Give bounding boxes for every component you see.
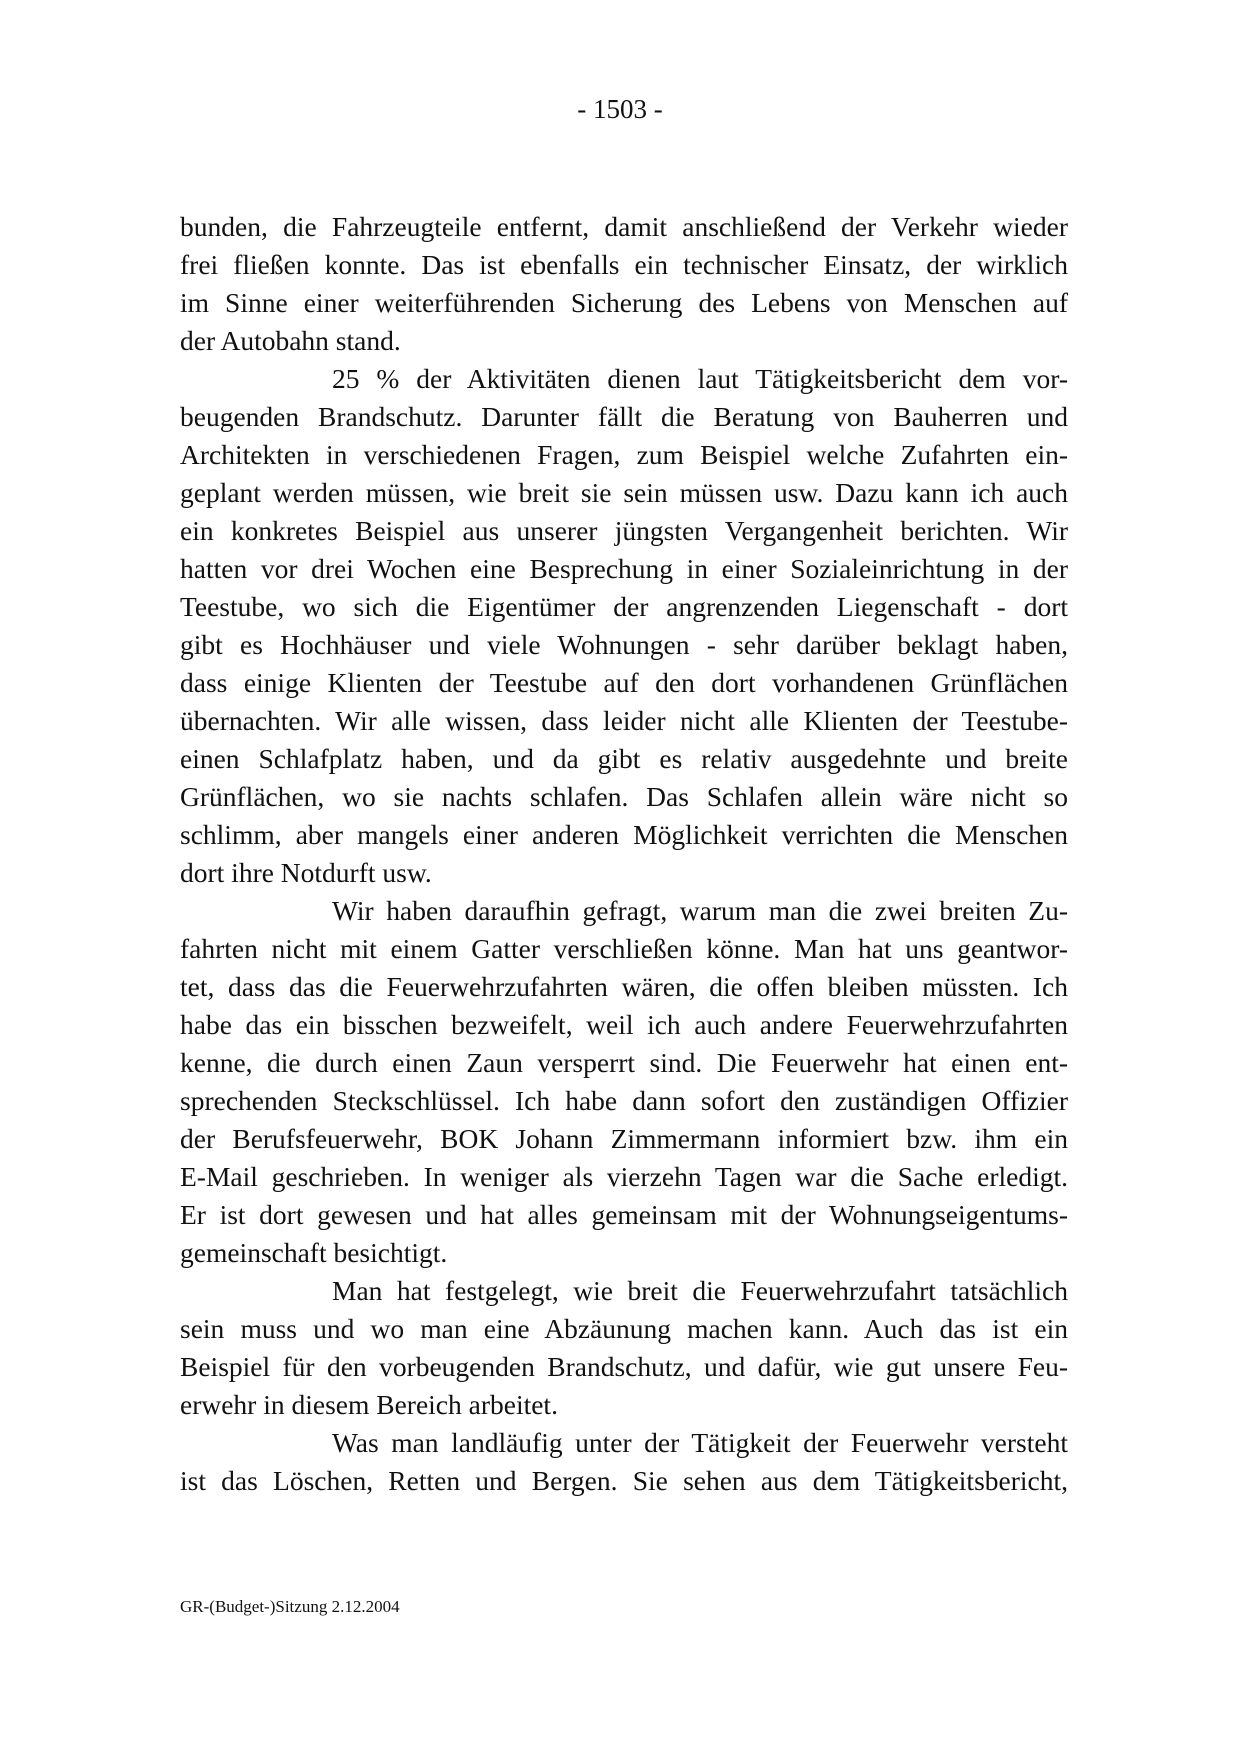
text-line: sein muss und wo man eine Abzäunung machen kann. Auch das ist ein xyxy=(180,1313,1068,1344)
text-line: der Autobahn stand. xyxy=(180,325,401,356)
text-line: frei fließen konnte. Das ist ebenfalls ein technischer Einsatz, der wirklich xyxy=(180,249,1068,280)
text-line: der Berufsfeuerwehr, BOK Johann Zimmermann informiert bzw. ihm ein xyxy=(180,1123,1068,1154)
page-number: - 1503 - xyxy=(577,94,663,124)
text-line: dort ihre Notdurft usw. xyxy=(180,857,432,888)
paragraph xyxy=(180,360,1068,892)
text-line: Beispiel für den vorbeugenden Brandschutz, und dafür, wie gut unsere Feu- xyxy=(180,1351,1068,1382)
text-line: dass einige Klienten der Teestube auf den dort vorhandenen Grünflächen xyxy=(180,667,1068,698)
text-line: erwehr in diesem Bereich arbeitet. xyxy=(180,1389,558,1420)
text-line: kenne, die durch einen Zaun versperrt sind. Die Feuerwehr hat einen ent- xyxy=(180,1047,1068,1078)
text-line: tet, dass das die Feuerwehrzufahrten wären, die offen bleiben müssten. Ich xyxy=(180,971,1068,1002)
text-line: habe das ein bisschen bezweifelt, weil ich auch andere Feuerwehrzufahrten xyxy=(180,1009,1068,1040)
text-line: Was man landläufig unter der Tätigkeit der Feuerwehr versteht xyxy=(332,1427,1068,1458)
text-line: schlimm, aber mangels einer anderen Möglichkeit verrichten die Menschen xyxy=(180,819,1068,850)
text-line: bunden, die Fahrzeugteile entfernt, damit anschließend der Verkehr wieder xyxy=(180,211,1068,242)
body-text xyxy=(180,208,1068,1500)
text-line: sprechenden Steckschlüssel. Ich habe dann sofort den zuständigen Offizier xyxy=(180,1085,1068,1116)
paragraph xyxy=(180,892,1068,1272)
text-line: im Sinne einer weiterführenden Sicherung des Lebens von Menschen auf xyxy=(180,287,1068,318)
text-line: E-Mail geschrieben. In weniger als vierzehn Tagen war die Sache erledigt. xyxy=(180,1161,1068,1192)
text-line: gibt es Hochhäuser und viele Wohnungen - sehr darüber beklagt haben, xyxy=(180,629,1068,660)
page-footer: GR-(Budget-)Sitzung 2.12.2004 xyxy=(180,1597,400,1616)
text-line: beugenden Brandschutz. Darunter fällt die Beratung von Bauherren und xyxy=(180,401,1068,432)
text-line: hatten vor drei Wochen eine Besprechung in einer Sozialeinrichtung in der xyxy=(180,553,1068,584)
text-line: Wir haben daraufhin gefragt, warum man die zwei breiten Zu- xyxy=(332,895,1068,926)
text-line: Architekten in verschiedenen Fragen, zum Beispiel welche Zufahrten ein- xyxy=(180,439,1068,470)
text-line: Man hat festgelegt, wie breit die Feuerwehrzufahrt tatsächlich xyxy=(332,1275,1068,1306)
text-line: fahrten nicht mit einem Gatter verschließen könne. Man hat uns geantwor- xyxy=(180,933,1068,964)
paragraph xyxy=(180,1424,1068,1500)
text-line: übernachten. Wir alle wissen, dass leider nicht alle Klienten der Teestube- xyxy=(180,705,1068,736)
text-line: Teestube, wo sich die Eigentümer der angrenzenden Liegenschaft - dort xyxy=(180,591,1068,622)
paragraph xyxy=(180,208,1068,360)
text-line: Grünflächen, wo sie nachts schlafen. Das Schlafen allein wäre nicht so xyxy=(180,781,1068,812)
text-line: ein konkretes Beispiel aus unserer jüngsten Vergangenheit berichten. Wir xyxy=(180,515,1068,546)
text-line: ist das Löschen, Retten und Bergen. Sie sehen aus dem Tätigkeitsbericht, xyxy=(180,1465,1068,1496)
text-line: einen Schlafplatz haben, und da gibt es relativ ausgedehnte und breite xyxy=(180,743,1068,774)
text-line: geplant werden müssen, wie breit sie sein müssen usw. Dazu kann ich auch xyxy=(180,477,1068,508)
text-line: 25 % der Aktivitäten dienen laut Tätigkeitsbericht dem vor- xyxy=(332,363,1068,394)
text-line: Er ist dort gewesen und hat alles gemeinsam mit der Wohnungseigentums- xyxy=(180,1199,1068,1230)
text-line: gemeinschaft besichtigt. xyxy=(180,1237,448,1268)
paragraph xyxy=(180,1272,1068,1424)
